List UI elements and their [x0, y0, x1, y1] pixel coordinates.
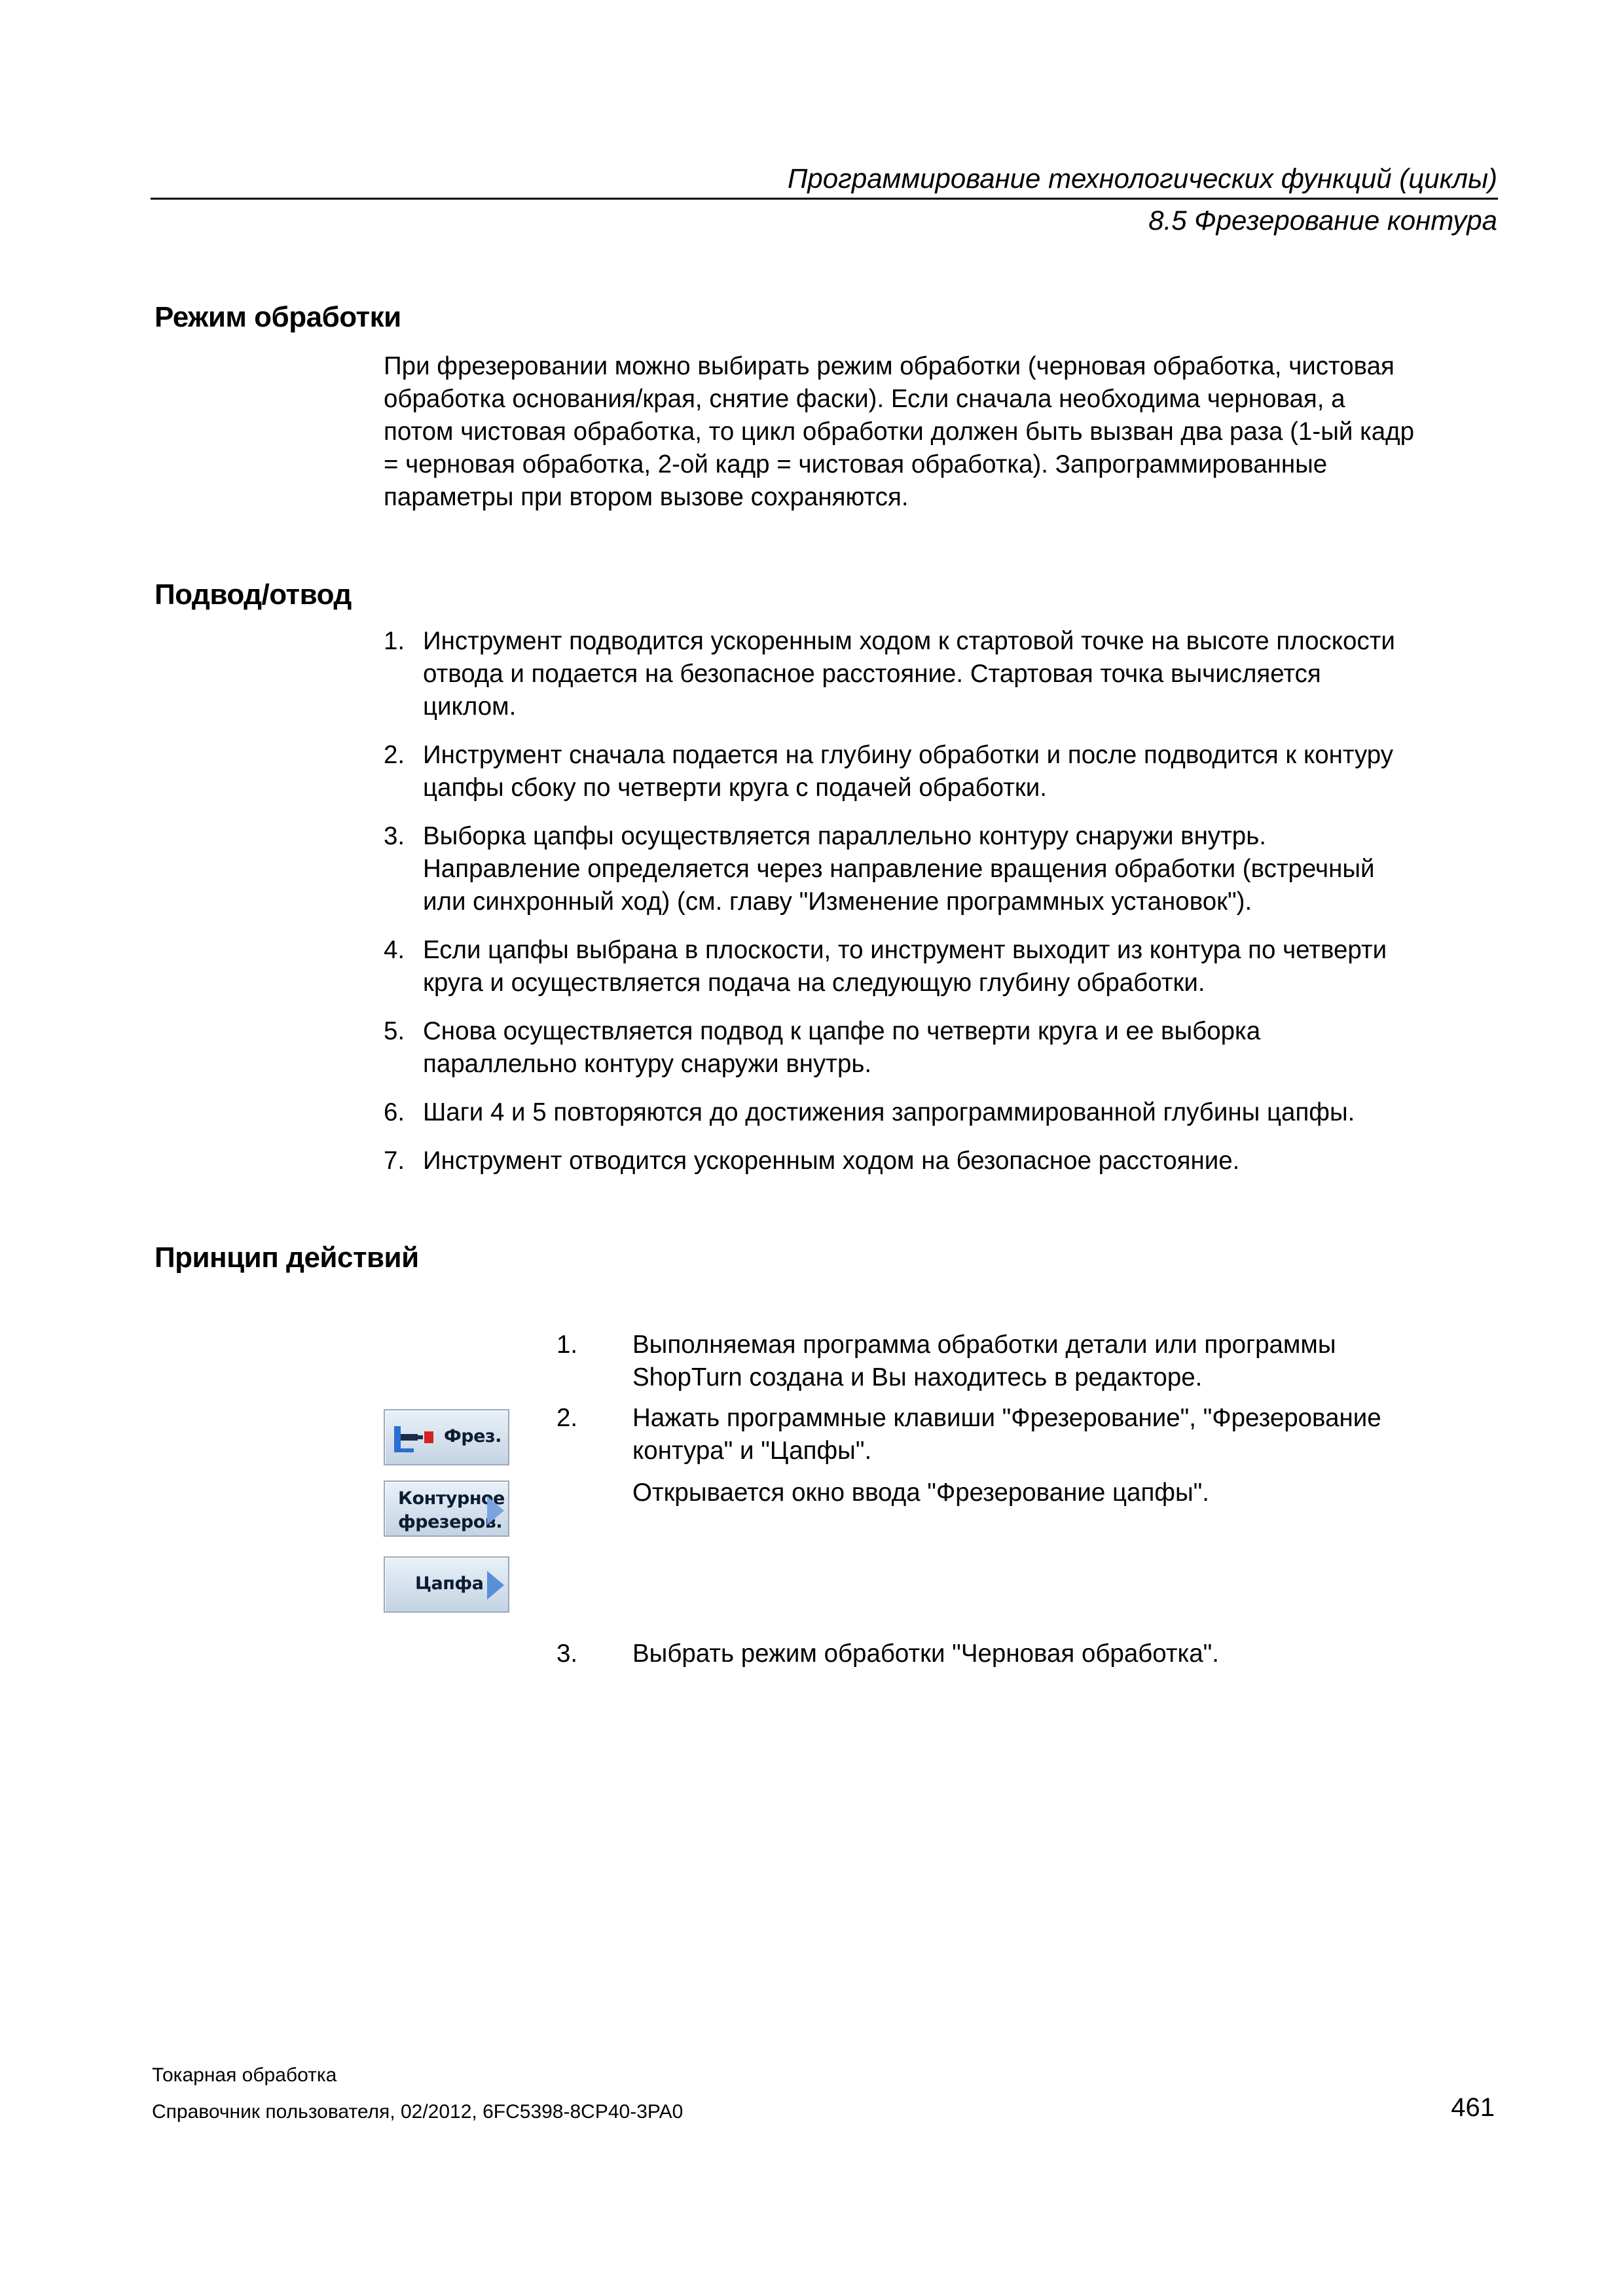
- list-number: 4.: [384, 936, 405, 964]
- text-line: Снова осуществляется подвод к цапфе по четверти круга и ее выборка: [423, 1017, 1261, 1045]
- heading-procedure: Принцип действий: [155, 1242, 419, 1274]
- list-number: 7.: [384, 1147, 405, 1175]
- text-line: потом чистовая обработка, то цикл обработки должен быть вызван два раза (1-ый кадр: [384, 418, 1415, 446]
- page-number: 461: [1451, 2093, 1495, 2122]
- step-2-result: [632, 1477, 1209, 1509]
- text-line: цапфы сбоку по четверти круга с подачей обработки.: [423, 774, 1047, 802]
- softkey-milling[interactable]: [384, 1409, 509, 1465]
- text-line: параллельно контуру снаружи внутрь.: [423, 1050, 872, 1078]
- submenu-arrow-icon: [487, 1496, 504, 1525]
- text-line: Выборка цапфы осуществляется параллельно контуру снаружи внутрь.: [423, 822, 1266, 850]
- list-item: [384, 820, 1510, 918]
- step-2-text: [632, 1402, 1381, 1467]
- softkey-label-line: фрезеров.: [398, 1512, 503, 1532]
- softkey-spigot[interactable]: [384, 1556, 509, 1613]
- heading-approach-retract: Подвод/отвод: [155, 579, 352, 611]
- text-line: или синхронный ход) (см. главу "Изменение программных установок").: [423, 888, 1252, 916]
- approach-steps-list: [384, 625, 1510, 1177]
- list-number: 2.: [384, 741, 405, 769]
- text-line: Если цапфы выбрана в плоскости, то инструмент выходит из контура по четверти: [423, 936, 1387, 964]
- text-line: При фрезеровании можно выбирать режим обработки (черновая обработка, чистовая: [384, 352, 1395, 380]
- footer-product: Токарная обработка: [152, 2064, 337, 2086]
- text-line: круга и осуществляется подача на следующую глубину обработки.: [423, 969, 1205, 997]
- text-line: обработка основания/края, снятие фаски). Если сначала необходима черновая, а: [384, 385, 1345, 413]
- list-item: [384, 739, 1510, 804]
- machining-mode-paragraph: [384, 350, 1497, 514]
- text-line: циклом.: [423, 692, 517, 721]
- list-item: [384, 1145, 1510, 1177]
- softkey-label: Фрез.: [444, 1426, 501, 1446]
- list-item: [384, 1096, 1510, 1129]
- step-1-text: [632, 1329, 1336, 1394]
- running-header-chapter: Программирование технологических функций (циклы): [787, 163, 1497, 194]
- header-rule: [151, 198, 1498, 200]
- text-line: Шаги 4 и 5 повторяются до достижения запрограммированной глубины цапфы.: [423, 1098, 1355, 1126]
- list-number: 6.: [384, 1098, 405, 1126]
- list-number: 3.: [384, 822, 405, 850]
- text-line: ShopTurn создана и Вы находитесь в редакторе.: [632, 1363, 1203, 1391]
- text-line: Выбрать режим обработки "Черновая обработка".: [632, 1640, 1219, 1668]
- text-line: Направление определяется через направление вращения обработки (встречный: [423, 855, 1375, 883]
- heading-machining-mode: Режим обработки: [155, 301, 401, 333]
- text-line: Выполняемая программа обработки детали или программы: [632, 1331, 1336, 1359]
- list-item: [384, 625, 1510, 723]
- text-line: параметры при втором вызове сохраняются.: [384, 483, 909, 511]
- text-line: отвода и подается на безопасное расстояние. Стартовая точка вычисляется: [423, 660, 1321, 688]
- list-number: 5.: [384, 1017, 405, 1045]
- running-header-section: 8.5 Фрезерование контура: [1148, 205, 1497, 236]
- footer-document-id: Справочник пользователя, 02/2012, 6FC5398-8CP40-3PA0: [152, 2101, 684, 2123]
- text-line: Инструмент подводится ускоренным ходом к стартовой точке на высоте плоскости: [423, 627, 1395, 655]
- text-line: Инструмент сначала подается на глубину обработки и после подводится к контуру: [423, 741, 1394, 769]
- text-line: контура" и "Цапфы".: [632, 1437, 872, 1465]
- softkey-label: Цапфа: [415, 1573, 484, 1594]
- list-number: 1.: [384, 627, 405, 655]
- list-item: [384, 934, 1510, 999]
- submenu-arrow-icon: [487, 1571, 504, 1600]
- step-number: 1.: [556, 1331, 578, 1359]
- softkey-contour-milling[interactable]: [384, 1480, 509, 1537]
- list-item: [384, 1015, 1510, 1081]
- text-line: = черновая обработка, 2-ой кадр = чистовая обработка). Запрограммированные: [384, 450, 1328, 478]
- text-line: Открывается окно ввода "Фрезерование цапфы".: [632, 1479, 1210, 1507]
- text-line: Инструмент отводится ускоренным ходом на безопасное расстояние.: [423, 1147, 1240, 1175]
- step-number: 3.: [556, 1640, 578, 1668]
- step-3-text: [632, 1638, 1219, 1670]
- softkey-label-line: Контурное: [398, 1488, 505, 1509]
- step-number: 2.: [556, 1404, 578, 1432]
- milling-tool-icon: [392, 1424, 439, 1454]
- text-line: Нажать программные клавиши "Фрезерование", "Фрезерование: [632, 1404, 1381, 1432]
